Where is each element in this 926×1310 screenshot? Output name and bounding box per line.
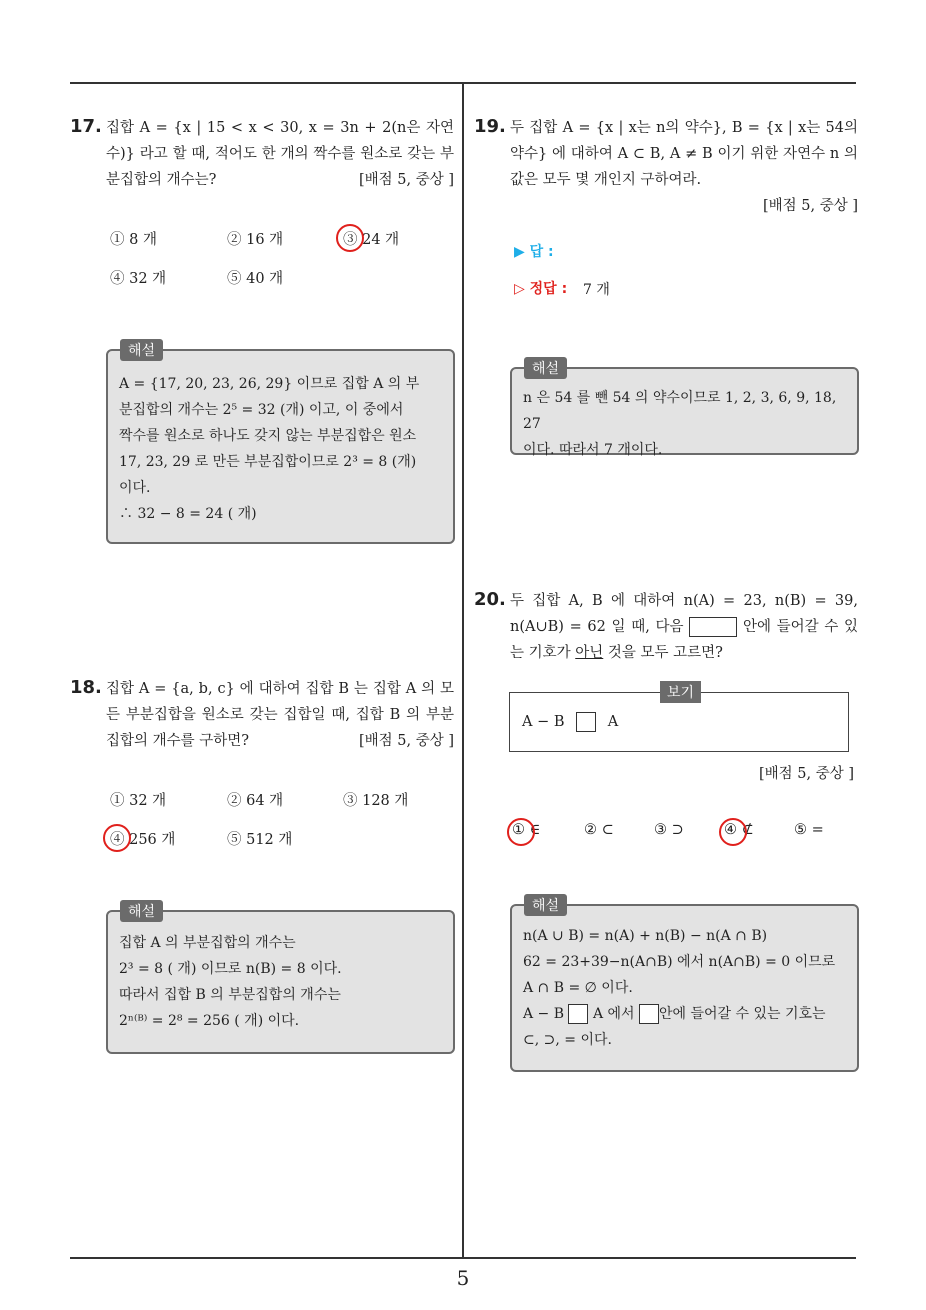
solution-line: n(A ∪ B) = n(A) + n(B) − n(A ∩ B) (523, 928, 768, 944)
answer-mark-circle (719, 818, 747, 846)
choice-2[interactable]: ② 64 개 (227, 793, 284, 809)
solution-tag: 해설 (524, 894, 567, 916)
question-number: 17. (70, 116, 102, 137)
solution-line: 따라서 집합 B 의 부분집합의 개수는 (119, 987, 341, 1003)
question-17 (70, 115, 454, 193)
solution-text-part: A − B (523, 1006, 565, 1022)
center-divider (462, 82, 464, 1258)
solution-text-part: 안에 들어갈 수 있는 기호는 (659, 1006, 826, 1022)
choice-5[interactable]: ⑤ = (794, 822, 824, 838)
question-text: 두 집합 A = {x | x는 n의 약수}, B = {x | x는 54의 약수} 에 대하여 A ⊂ B, A ≠ B 이기 위한 자연수 n 의 값은 모두 몇 개인지 구하여라. (510, 120, 858, 188)
solution-line: n 은 54 를 뺀 54 의 약수이므로 1, 2, 3, 6, 9, 18, 27 (523, 390, 837, 432)
question-text-part: 두 집합 A, B 에 대하여 n(A) = 23, n(B) = 39, n(A∪B) = 62 일 때, 다음 (510, 593, 858, 635)
answer-mark-circle (103, 824, 131, 852)
underlined-word: 아닌 (575, 645, 604, 661)
question-20 (474, 588, 858, 666)
solution-text-part: A 에서 (592, 1006, 635, 1022)
choice-4[interactable]: ④ ⊄ (724, 822, 754, 838)
expression-right: A (607, 714, 619, 730)
question-number: 18. (70, 677, 102, 698)
solution-line: 이다. (119, 480, 151, 496)
choice-2[interactable]: ② 16 개 (227, 232, 284, 248)
answer-mark-circle (507, 818, 535, 846)
question-number: 20. (474, 589, 506, 610)
answer-label: ▶ 답 : (514, 244, 554, 260)
choice-3[interactable]: ③ 24 개 (343, 232, 400, 248)
example-box (509, 685, 849, 752)
choice-3[interactable]: ③ ⊃ (654, 822, 684, 838)
choice-5[interactable]: ⑤ 512 개 (227, 832, 293, 848)
question-text-part: 것을 모두 고르면? (607, 645, 723, 661)
solution-box (510, 361, 859, 458)
solution-tag: 해설 (524, 357, 567, 379)
solution-line: A ∩ B = ∅ 이다. (523, 980, 633, 996)
answer-mark-circle (336, 224, 364, 252)
blank-box (689, 617, 737, 637)
solution-box (510, 898, 859, 1072)
solution-line: ∴ 32 − 8 = 24 ( 개) (119, 506, 257, 522)
solution-line: A = {17, 20, 23, 26, 29} 이므로 집합 A 의 부 (119, 376, 420, 392)
score-label: [배점 5, 중상 ] (762, 198, 858, 214)
question-18 (70, 676, 454, 754)
solution-line: 이다. 따라서 7 개이다. (523, 442, 663, 458)
blank-box (576, 712, 596, 732)
question-text: 집합 A = {a, b, c} 에 대하여 집합 B 는 집합 A 의 모든 부분집합을 원소로 갖는 집합일 때, 집합 B 의 부분집합의 개수를 구하면? (106, 681, 454, 749)
choice-2[interactable]: ② ⊂ (584, 822, 614, 838)
solution-line (523, 1001, 853, 1027)
correct-answer-value: 7 개 (583, 282, 610, 298)
solution-line: ⊂, ⊃, = 이다. (523, 1032, 612, 1048)
correct-answer-label: ▷ 정답 : (514, 281, 568, 297)
choice-3[interactable]: ③ 128 개 (343, 793, 409, 809)
solution-line: 17, 23, 29 로 만든 부분집합이므로 2³ = 8 (개) (119, 454, 417, 470)
score-label: [배점 5, 중상 ] (358, 172, 454, 188)
solution-line: 분집합의 개수는 2⁵ = 32 (개) 이고, 이 중에서 (119, 402, 404, 418)
choice-1[interactable]: ① 32 개 (110, 793, 167, 809)
choice-1[interactable]: ① ∈ (512, 822, 541, 838)
question-text-part: 안에 들어갈 수 있는 기호가 (510, 619, 859, 661)
question-text: 집합 A = {x | 15 < x < 30, x = 3n + 2(n은 자연수)} 라고 할 때, 적어도 한 개의 짝수를 원소로 갖는 부분집합의 개수는? (106, 120, 454, 188)
score-label: [배점 5, 중상 ] (358, 733, 454, 749)
solution-line: 62 = 23+39−n(A∩B) 에서 n(A∩B) = 0 이므로 (523, 954, 836, 970)
choice-4[interactable]: ④ 256 개 (110, 832, 176, 848)
solution-line: 2³ = 8 ( 개) 이므로 n(B) = 8 이다. (119, 961, 342, 977)
choice-1[interactable]: ① 8 개 (110, 232, 157, 248)
choice-5[interactable]: ⑤ 40 개 (227, 271, 284, 287)
blank-box (568, 1004, 588, 1024)
solution-tag: 해설 (120, 900, 163, 922)
solution-line: 2ⁿ⁽ᴮ⁾ = 2⁸ = 256 ( 개) 이다. (119, 1013, 300, 1029)
solution-box (106, 343, 455, 544)
expression-left: A − B (522, 714, 565, 730)
question-number: 19. (474, 116, 506, 137)
solution-line: 집합 A 의 부분집합의 개수는 (119, 935, 296, 951)
page-number: 5 (456, 1266, 470, 1290)
example-expression (522, 712, 618, 732)
solution-tag: 해설 (120, 339, 163, 361)
choice-4[interactable]: ④ 32 개 (110, 271, 167, 287)
question-19 (474, 115, 858, 219)
solution-line: 짝수를 원소로 하나도 갖지 않는 부분집합은 원소 (119, 428, 417, 444)
bottom-rule (70, 1257, 856, 1259)
solution-box (106, 904, 455, 1054)
blank-box (639, 1004, 659, 1024)
score-label: [배점 5, 중상 ] (758, 766, 854, 782)
question-text (510, 588, 858, 666)
example-tag: 보기 (660, 681, 701, 703)
